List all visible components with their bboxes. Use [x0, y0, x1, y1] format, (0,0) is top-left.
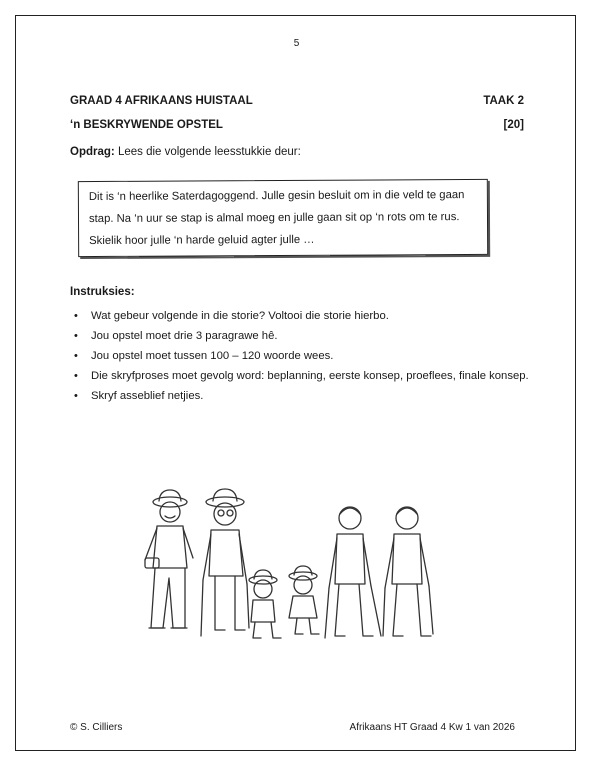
- grandfather-figure: [325, 507, 381, 638]
- list-item: • Die skryfproses moet gevolg word: beplanning, eerste konsep, proeflees, finale konsep.: [70, 366, 531, 386]
- opdrag-text: Lees die volgende leesstukkie deur:: [117, 146, 301, 158]
- passage-line: Skielik hoor julle ‘n harde geluid agter julle …: [89, 233, 315, 248]
- hiking-family-illustration: [135, 488, 445, 648]
- opdrag-label: Opdrag:: [70, 146, 115, 158]
- father-figure: [145, 490, 193, 628]
- mother-figure: [201, 489, 249, 636]
- document-title: GRAAD 4 AFRIKAANS HUISTAAL: [70, 95, 253, 107]
- subtitle-row: [70, 119, 524, 131]
- opdrag-line: [70, 146, 301, 158]
- passage-line: stap. Na ‘n uur se stap is almal moeg en julle gaan sit op ‘n rots om te rus.: [88, 211, 460, 226]
- instructions-heading: Instruksies:: [70, 286, 135, 298]
- marks-label: [20]: [503, 119, 524, 131]
- task-label: TAAK 2: [483, 95, 524, 107]
- passage-line: Dit is ‘n heerlike Saterdagoggend. Julle gesin besluit om in die veld te gaan: [88, 189, 465, 204]
- bullet-icon: •: [74, 310, 78, 322]
- list-item: • Jou opstel moet tussen 100 – 120 woorde wees.: [70, 346, 530, 366]
- instructions-list: [70, 306, 530, 406]
- list-item: • Jou opstel moet drie 3 paragrawe hê.: [70, 326, 530, 346]
- grandfather-figure: [383, 507, 433, 636]
- child-figure: [289, 566, 319, 634]
- list-item: • Wat gebeur volgende in die storie? Voltooi die storie hierbo.: [70, 306, 530, 326]
- title-row: [70, 95, 524, 107]
- bullet-icon: •: [74, 390, 78, 402]
- child-figure: [249, 570, 281, 638]
- footer-course-info: Afrikaans HT Graad 4 Kw 1 van 2026: [349, 722, 515, 733]
- list-item: • Skryf asseblief netjies.: [70, 386, 530, 406]
- passage-box: [78, 179, 488, 257]
- bullet-icon: •: [74, 370, 78, 382]
- bullet-icon: •: [74, 330, 78, 342]
- footer-copyright: © S. Cilliers: [70, 722, 123, 733]
- page-number: 5: [293, 38, 300, 49]
- bullet-icon: •: [74, 350, 78, 362]
- document-subtitle: ‘n BESKRYWENDE OPSTEL: [70, 119, 223, 131]
